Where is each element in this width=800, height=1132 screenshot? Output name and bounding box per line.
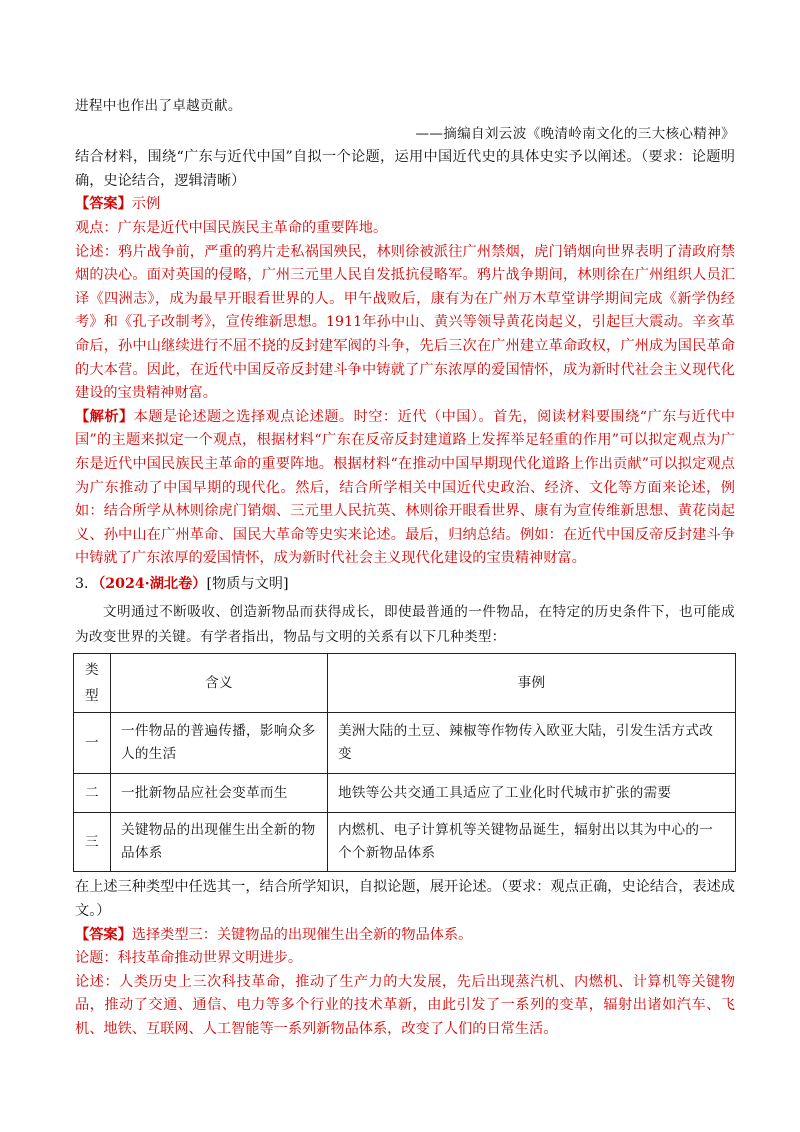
- row-type: 三: [74, 813, 111, 872]
- question-3-header: [75, 573, 735, 597]
- table-row: [74, 713, 736, 774]
- material-tail: 进程中也作出了卓越贡献。: [75, 98, 242, 114]
- answer-tag: 【答案】: [75, 196, 132, 213]
- analysis-text: 本题是论述题之选择观点论述题。时空：近代（中国）。首先，阅读材料要围绕“广东与近代中国”的主题来拟定一个观点，根据材料“广东在反帝反封建道路上发挥举足轻重的作用”可以拟定观点为广东是近代中国民族民主革命的重要阵地。根据材料“在推动中国早期现代化道路上作出贡献”可以拟定观点为广东推动了中国早期的现代化。然后，结合所学相关中国近代史政治、经济、文化等方面来论述，例如：结合所学从林则徐虎门销烟、三元里人民抗英、林则徐开眼看世界、康有为宣传维新思想、黄花岗起义、孙中山在广州革命、国民大革命等史实来论述。最后，归纳总结。例如：在近代中国反帝反封建斗争中铸就了广东浓厚的爱国情怀，成为新时代社会主义现代化建设的宝贵精神财富。: [75, 408, 735, 567]
- table-row: [74, 774, 736, 813]
- answer-3-argument: 论述：人类历史上三次科技革命，推动了生产力的大发展，先后出现蒸汽机、内燃机、计算机等关键物品，推动了交通、通信、电力等多个行业的技术革新，由此引发了一系列的变革，辐射出诸如汽车、飞机、地铁、互联网、人工智能等一系列新物品体系，改变了人们的日常生活。: [75, 973, 735, 1038]
- header-type-label: 类 型: [85, 662, 99, 705]
- document-page: [75, 96, 735, 1042]
- header-type: [74, 654, 111, 713]
- header-example: 事例: [328, 654, 736, 713]
- row-example: 内燃机、电子计算机等关键物品诞生，辐射出以其为中心的一个个新物品体系: [328, 813, 736, 872]
- question-source: （2024·湖北卷）: [98, 575, 207, 592]
- row-meaning: 一件物品的普遍传播，影响众多人的生活: [111, 713, 328, 774]
- question-3-prompt: 在上述三种类型中任选其一，结合所学知识，自拟论题，展开论述。（要求：观点正确，史论结合，表述成文。）: [75, 879, 735, 920]
- analysis-2: [75, 406, 735, 571]
- row-meaning: 关键物品的出现催生出全新的物品体系: [111, 813, 328, 872]
- table-row: [74, 813, 736, 872]
- answer-tag: 【答案】: [75, 926, 132, 943]
- row-example: 地铁等公共交通工具适应了工业化时代城市扩张的需要: [328, 774, 736, 813]
- answer-3-thesis: 论题：科技革命推动世界文明进步。: [75, 950, 303, 967]
- row-meaning: 一批新物品应社会变革而生: [111, 774, 328, 813]
- question-topic: [物质与文明]: [206, 575, 289, 592]
- question-3-stem: 文明通过不断吸收、创造新物品而获得成长，即使最普通的一件物品，在特定的历史条件下，也可能成为改变世界的关键。有学者指出，物品与文明的关系有以下几种类型：: [75, 604, 735, 645]
- answer-2-header: [75, 193, 735, 217]
- answer-2-argument: 论述：鸦片战争前，严重的鸦片走私祸国殃民，林则徐被派往广州禁烟，虎门销烟向世界表明了清政府禁烟的决心。面对英国的侵略，广州三元里人民自发抵抗侵略军。鸦片战争期间，林则徐在广州组织人员汇译《四洲志》，成为最早开眼看世界的人。甲午战败后，康有为在广州万木草堂讲学期间完成《新学伪经考》和《孔子改制考》，宣传维新思想。1911年孙中山、黄兴等领导黄花岗起义，引起巨大震动。辛亥革命后，孙中山继续进行不屈不挠的反封建军阀的斗争，先后三次在广州建立革命政权，广州成为国民革命的大本营。因此，在近代中国反帝反封建斗争中铸就了广东浓厚的爱国情怀，成为新时代社会主义现代化建设的宝贵精神财富。: [75, 243, 735, 402]
- answer-2-viewpoint: 观点：广东是近代中国民族民主革命的重要阵地。: [75, 219, 388, 236]
- header-meaning: 含义: [111, 654, 328, 713]
- table-header-row: [74, 654, 736, 713]
- row-type: 一: [74, 713, 111, 774]
- analysis-tag: 【解析】: [75, 408, 134, 425]
- material-source: ——摘编自刘云波《晚清岭南文化的三大核心精神》: [415, 125, 735, 142]
- type-table: [73, 653, 736, 872]
- question-2: 结合材料，围绕“广东与近代中国”自拟一个论题，运用中国近代史的具体史实予以阐述。（要求：论题明确，史论结合，逻辑清晰）: [75, 149, 735, 189]
- answer-example: 示例: [131, 196, 161, 213]
- question-number: 3．: [75, 575, 99, 592]
- answer-3-choice: [75, 924, 735, 948]
- row-example: 美洲大陆的土豆、辣椒等作物传入欧亚大陆，引发生活方式改变: [328, 713, 736, 774]
- answer-choice-text: 选择类型三：关键物品的出现催生出全新的物品体系。: [131, 926, 473, 943]
- row-type: 二: [74, 774, 111, 813]
